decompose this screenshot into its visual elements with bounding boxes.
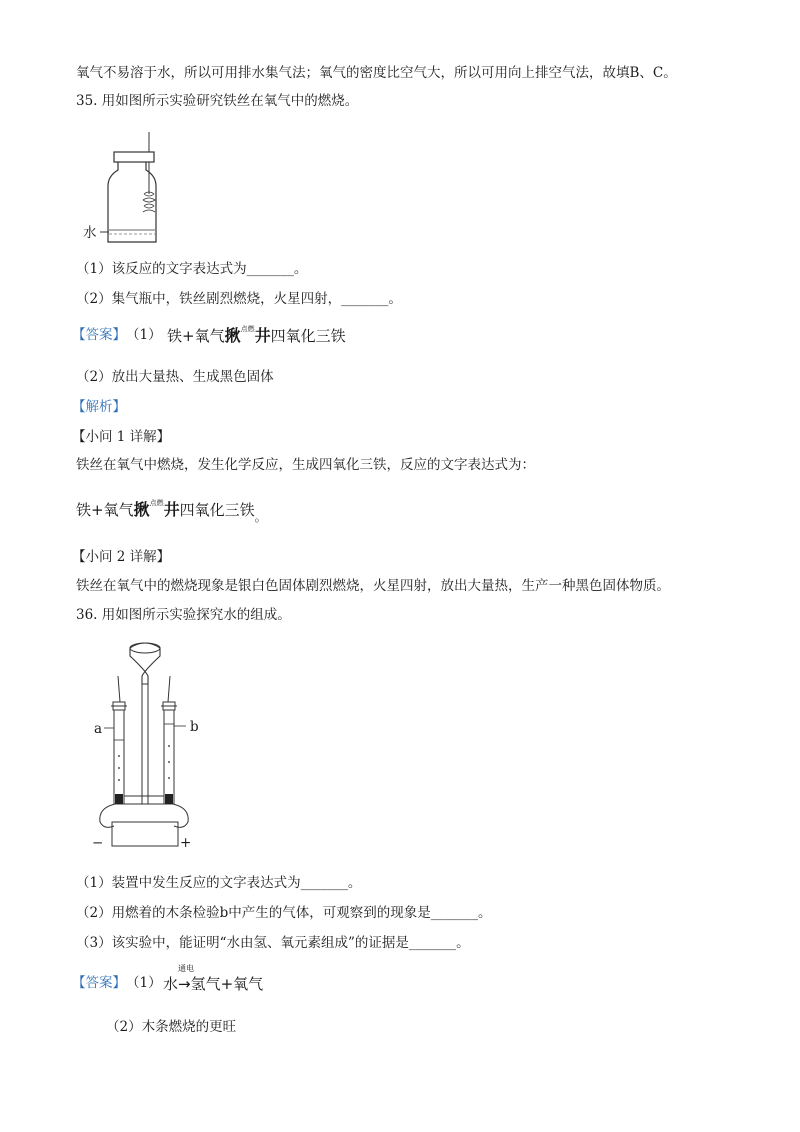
formula-reactants: 铁+氧气	[167, 327, 225, 345]
formula-tail: 。	[254, 510, 267, 524]
answer-35-part-1-prefix: （1）	[126, 327, 162, 343]
question-36-part-3: （3）该实验中，能证明“水由氢、氧元素组成”的证据是_______。	[76, 935, 470, 951]
question-36-title: 36. 用如图所示实验探究水的组成。	[76, 607, 291, 623]
question-36-part-2: （2）用燃着的木条检验b中产生的气体，可观察到的现象是_______。	[76, 905, 492, 921]
sub-question-2-text: 铁丝在氧气中的燃烧现象是银白色固体剧烈燃烧，火星四射，放出大量热，生产一种黑色固体物质。	[76, 578, 670, 594]
question-35-title: 35. 用如图所示实验研究铁丝在氧气中的燃烧。	[76, 93, 359, 109]
analysis-tag: 【解析】	[72, 399, 126, 415]
answer-tag-35: 【答案】	[72, 327, 126, 343]
formula-condition: 通电	[178, 964, 195, 973]
formula-products: 氢气+氧气	[190, 975, 264, 993]
formula-product: 四氧化三铁	[179, 501, 255, 519]
answer-tag-36: 【答案】	[72, 975, 126, 991]
question-36-part-1: （1）装置中发生反应的文字表达式为_______。	[76, 875, 362, 891]
formula-reactant: 水	[163, 975, 179, 993]
text-line-oxygen-collection: 氧气不易溶于水，所以可用排水集气法；氧气的密度比空气大，所以可用向上排空气法，故填B、C。	[76, 65, 677, 81]
figure-36-label-b: b	[190, 719, 199, 735]
answer-35-part-2: （2）放出大量热、生成黑色固体	[76, 369, 274, 385]
sub-question-1-text: 铁丝在氧气中燃烧，发生化学反应，生成四氧化三铁，反应的文字表达式为：	[76, 457, 535, 473]
answer-36-part-1-prefix: （1）	[126, 975, 162, 991]
formula-condition: 点燃	[240, 325, 255, 333]
answer-36-formula	[163, 964, 264, 994]
sub-question-2-heading: 【小问 2 详解】	[72, 549, 171, 565]
formula-product: 四氧化三铁	[270, 327, 346, 345]
figure-36-electrolysis	[90, 636, 210, 854]
analysis-formula	[76, 497, 267, 524]
figure-36-plus: +	[180, 835, 192, 851]
formula-mark: 井	[254, 326, 271, 345]
formula-mark: 揪	[133, 500, 150, 519]
answer-36-part-2: （2）木条燃烧的更旺	[106, 1019, 237, 1035]
figure-36-label-a: a	[94, 721, 103, 737]
question-35-part-1: （1）该反应的文字表达式为_______。	[76, 261, 308, 277]
arrow-glyph: →	[178, 975, 191, 993]
formula-reactants: 铁+氧气	[76, 501, 134, 519]
answer-35-formula	[167, 323, 346, 346]
figure-35-water-label: 水	[83, 225, 97, 241]
sub-question-1-heading: 【小问 1 详解】	[72, 429, 171, 445]
figure-36-minus: −	[92, 835, 104, 851]
formula-mark: 揪	[224, 326, 241, 345]
formula-arrow	[178, 964, 195, 993]
formula-condition: 点燃	[149, 499, 164, 507]
formula-mark: 井	[163, 500, 180, 519]
question-35-part-2: （2）集气瓶中，铁丝剧烈燃烧，火星四射，_______。	[76, 291, 402, 307]
